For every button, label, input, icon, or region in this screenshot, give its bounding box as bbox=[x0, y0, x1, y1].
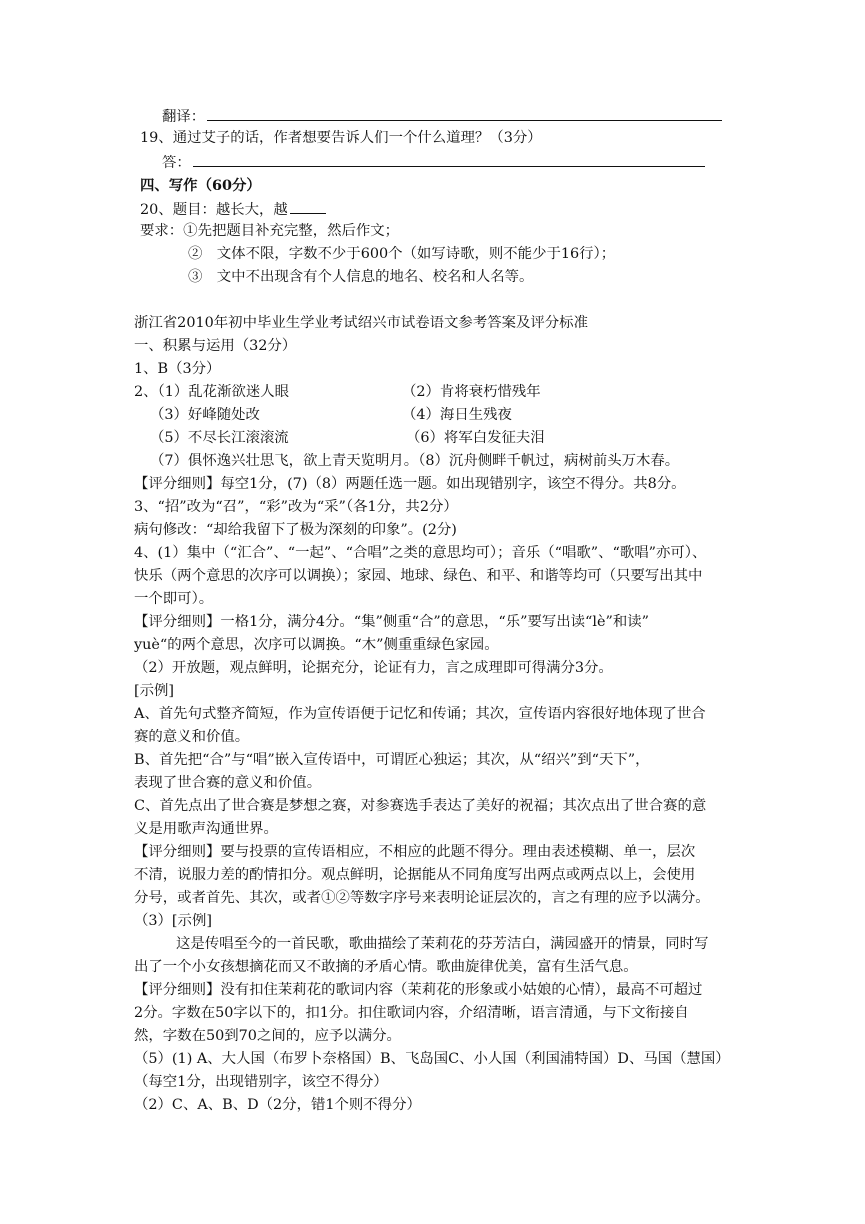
answer-5-2: （2）C、A、B、D（2分，错1个则不得分） bbox=[134, 1097, 421, 1113]
translation-label: 翻译： bbox=[162, 109, 206, 125]
answer-4-line-2: 快乐（两个意思的次序可以调换）；家园、地球、绿色、和平、和谐等均可（只要写出其中 bbox=[134, 568, 703, 584]
example-a-line-2: 赛的意义和价值。 bbox=[134, 729, 250, 745]
question-20-text: 20、题目：越长大，越 bbox=[140, 202, 288, 218]
question-20 bbox=[140, 197, 326, 220]
answer-5-1-note: （每空1分，出现错别字，该空不得分） bbox=[134, 1074, 388, 1090]
answer-1: 1、B（3分） bbox=[134, 361, 221, 377]
title-blank[interactable] bbox=[290, 197, 326, 214]
requirement-2: ② 文体不限，字数不少于600个（如写诗歌，则不能少于16行）； bbox=[188, 246, 616, 262]
answer-4-2: （2）开放题，观点鲜明，论据充分，论证有力，言之成理即可得满分3分。 bbox=[134, 660, 613, 676]
scoring-rule-4-2-line-3: 分号，或者首先、其次，或者①②等数字序号来表明论证层次的，言之有理的应予以满分。 bbox=[134, 890, 710, 906]
sentence-correction: 病句修改：“却给我留下了极为深刻的印象”。(2分) bbox=[134, 522, 457, 538]
answer-2-6: （6）将军白发征夫泪 bbox=[406, 430, 545, 446]
answer-19-blank[interactable] bbox=[193, 150, 705, 167]
scoring-rule-4-3-line-2: 2分。字数在50字以下的，扣1分。扣住歌词内容，介绍清晰，语言清通，与下文衔接自 bbox=[134, 1005, 689, 1021]
answer-3: 3、“招”改为“召”，“彩”改为“采”（各1分，共2分） bbox=[134, 499, 458, 515]
scoring-rule-2: 【评分细则】每空1分，(7)（8）两题任选一题。如出现错别字，该空不得分。共8分。 bbox=[134, 476, 686, 492]
translation-line bbox=[162, 104, 722, 127]
example-b-line-2: 表现了世合赛的意义和价值。 bbox=[134, 775, 322, 791]
scoring-rule-4-2-line-2: 不清，说服力差的酌情扣分。观点鲜明，论据能从不同角度写出两点或两点以上，会使用 bbox=[134, 867, 696, 883]
answer-2-2: （2）肯将衰朽惜残年 bbox=[402, 384, 541, 400]
answer-5-1: （5）(1) A、大人国（布罗卜奈格国）B、飞岛国C、小人国（利国浦特国）D、马国（慧国） bbox=[134, 1051, 730, 1067]
example-c-line-1: C、首先点出了世合赛是梦想之赛，对参赛选手表达了美好的祝福；其次点出了世合赛的意 bbox=[134, 798, 707, 814]
scoring-rule-4-2-line-1: 【评分细则】要与投票的宣传语相应，不相应的此题不得分。理由表述模糊、单一，层次 bbox=[134, 844, 696, 860]
answer-label: 答： bbox=[162, 155, 191, 171]
translation-answer-blank[interactable] bbox=[207, 104, 722, 121]
answer-2-row-2 bbox=[150, 404, 512, 427]
scoring-rule-4-3-line-3: 然，字数在50到70之间的，应予以满分。 bbox=[134, 1028, 401, 1044]
section-writing-heading: 四、写作（60分） bbox=[140, 177, 261, 194]
answer-19-line bbox=[162, 150, 705, 173]
answer-2-row-3 bbox=[150, 427, 545, 450]
answer-2-4: （4）海日生残夜 bbox=[402, 407, 512, 423]
requirement-3: ③ 文中不出现含有个人信息的地名、校名和人名等。 bbox=[188, 269, 534, 285]
scoring-rule-4-3-line-1: 【评分细则】没有扣住茉莉花的歌词内容（茉莉花的形象或小姑娘的心情），最高不可超过 bbox=[134, 982, 703, 998]
answer-4-3-line-1: 这是传唱至今的一首民歌，歌曲描绘了茉莉花的芬芳洁白，满园盛开的情景，同时写 bbox=[176, 936, 709, 952]
example-c-line-2: 义是用歌声沟通世界。 bbox=[134, 821, 278, 837]
answer-key-title: 浙江省2010年初中毕业生学业考试绍兴市试卷语文参考答案及评分标准 bbox=[134, 315, 588, 331]
section-1-heading: 一、积累与运用（32分） bbox=[134, 338, 297, 354]
example-b-line-1: B、首先把“合”与“唱”嵌入宣传语中，可谓匠心独运；其次，从“绍兴”到“天下”， bbox=[134, 752, 650, 768]
answer-4-line-3: 一个即可）。 bbox=[134, 591, 214, 607]
example-label: [示例] bbox=[134, 683, 175, 699]
answer-4-line-1: 4、(1）集中（“汇合”、“一起”、“合唱”之类的意思均可）；音乐（“唱歌”、“歌唱”亦可）、 bbox=[134, 545, 707, 561]
answer-4-3-line-2: 出了一个小女孩想摘花而又不敢摘的矛盾心情。歌曲旋律优美，富有生活气息。 bbox=[134, 959, 638, 975]
scoring-rule-4-line-2: yuè“的两个意思，次序可以调换。“木”侧重重绿色家园。 bbox=[134, 637, 499, 653]
answer-2-3: （3）好峰随处改 bbox=[150, 407, 260, 423]
answer-4-3-label: （3）[示例] bbox=[134, 913, 212, 929]
answer-2-row-1 bbox=[134, 381, 541, 404]
answer-2-1: 2、（1）乱花渐欲迷人眼 bbox=[134, 384, 290, 400]
requirement-1: 要求：①先把题目补充完整，然后作文； bbox=[140, 223, 400, 239]
answer-2-5: （5）不尽长江滚滚流 bbox=[150, 430, 289, 446]
example-a-line-1: A、首先句式整齐简短，作为宣传语便于记忆和传诵；其次，宣传语内容很好地体现了世合 bbox=[134, 706, 706, 722]
scoring-rule-4-line-1: 【评分细则】一格1分，满分4分。“集”侧重“合”的意思，“乐”要写出读“lè”和读” bbox=[134, 614, 649, 630]
question-19: 19、通过艾子的话，作者想要告诉人们一个什么道理？（3分） bbox=[140, 130, 542, 146]
answer-2-row-4: （7）俱怀逸兴壮思飞，欲上青天览明月。（8）沉舟侧畔千帆过，病树前头万木春。 bbox=[150, 453, 680, 469]
